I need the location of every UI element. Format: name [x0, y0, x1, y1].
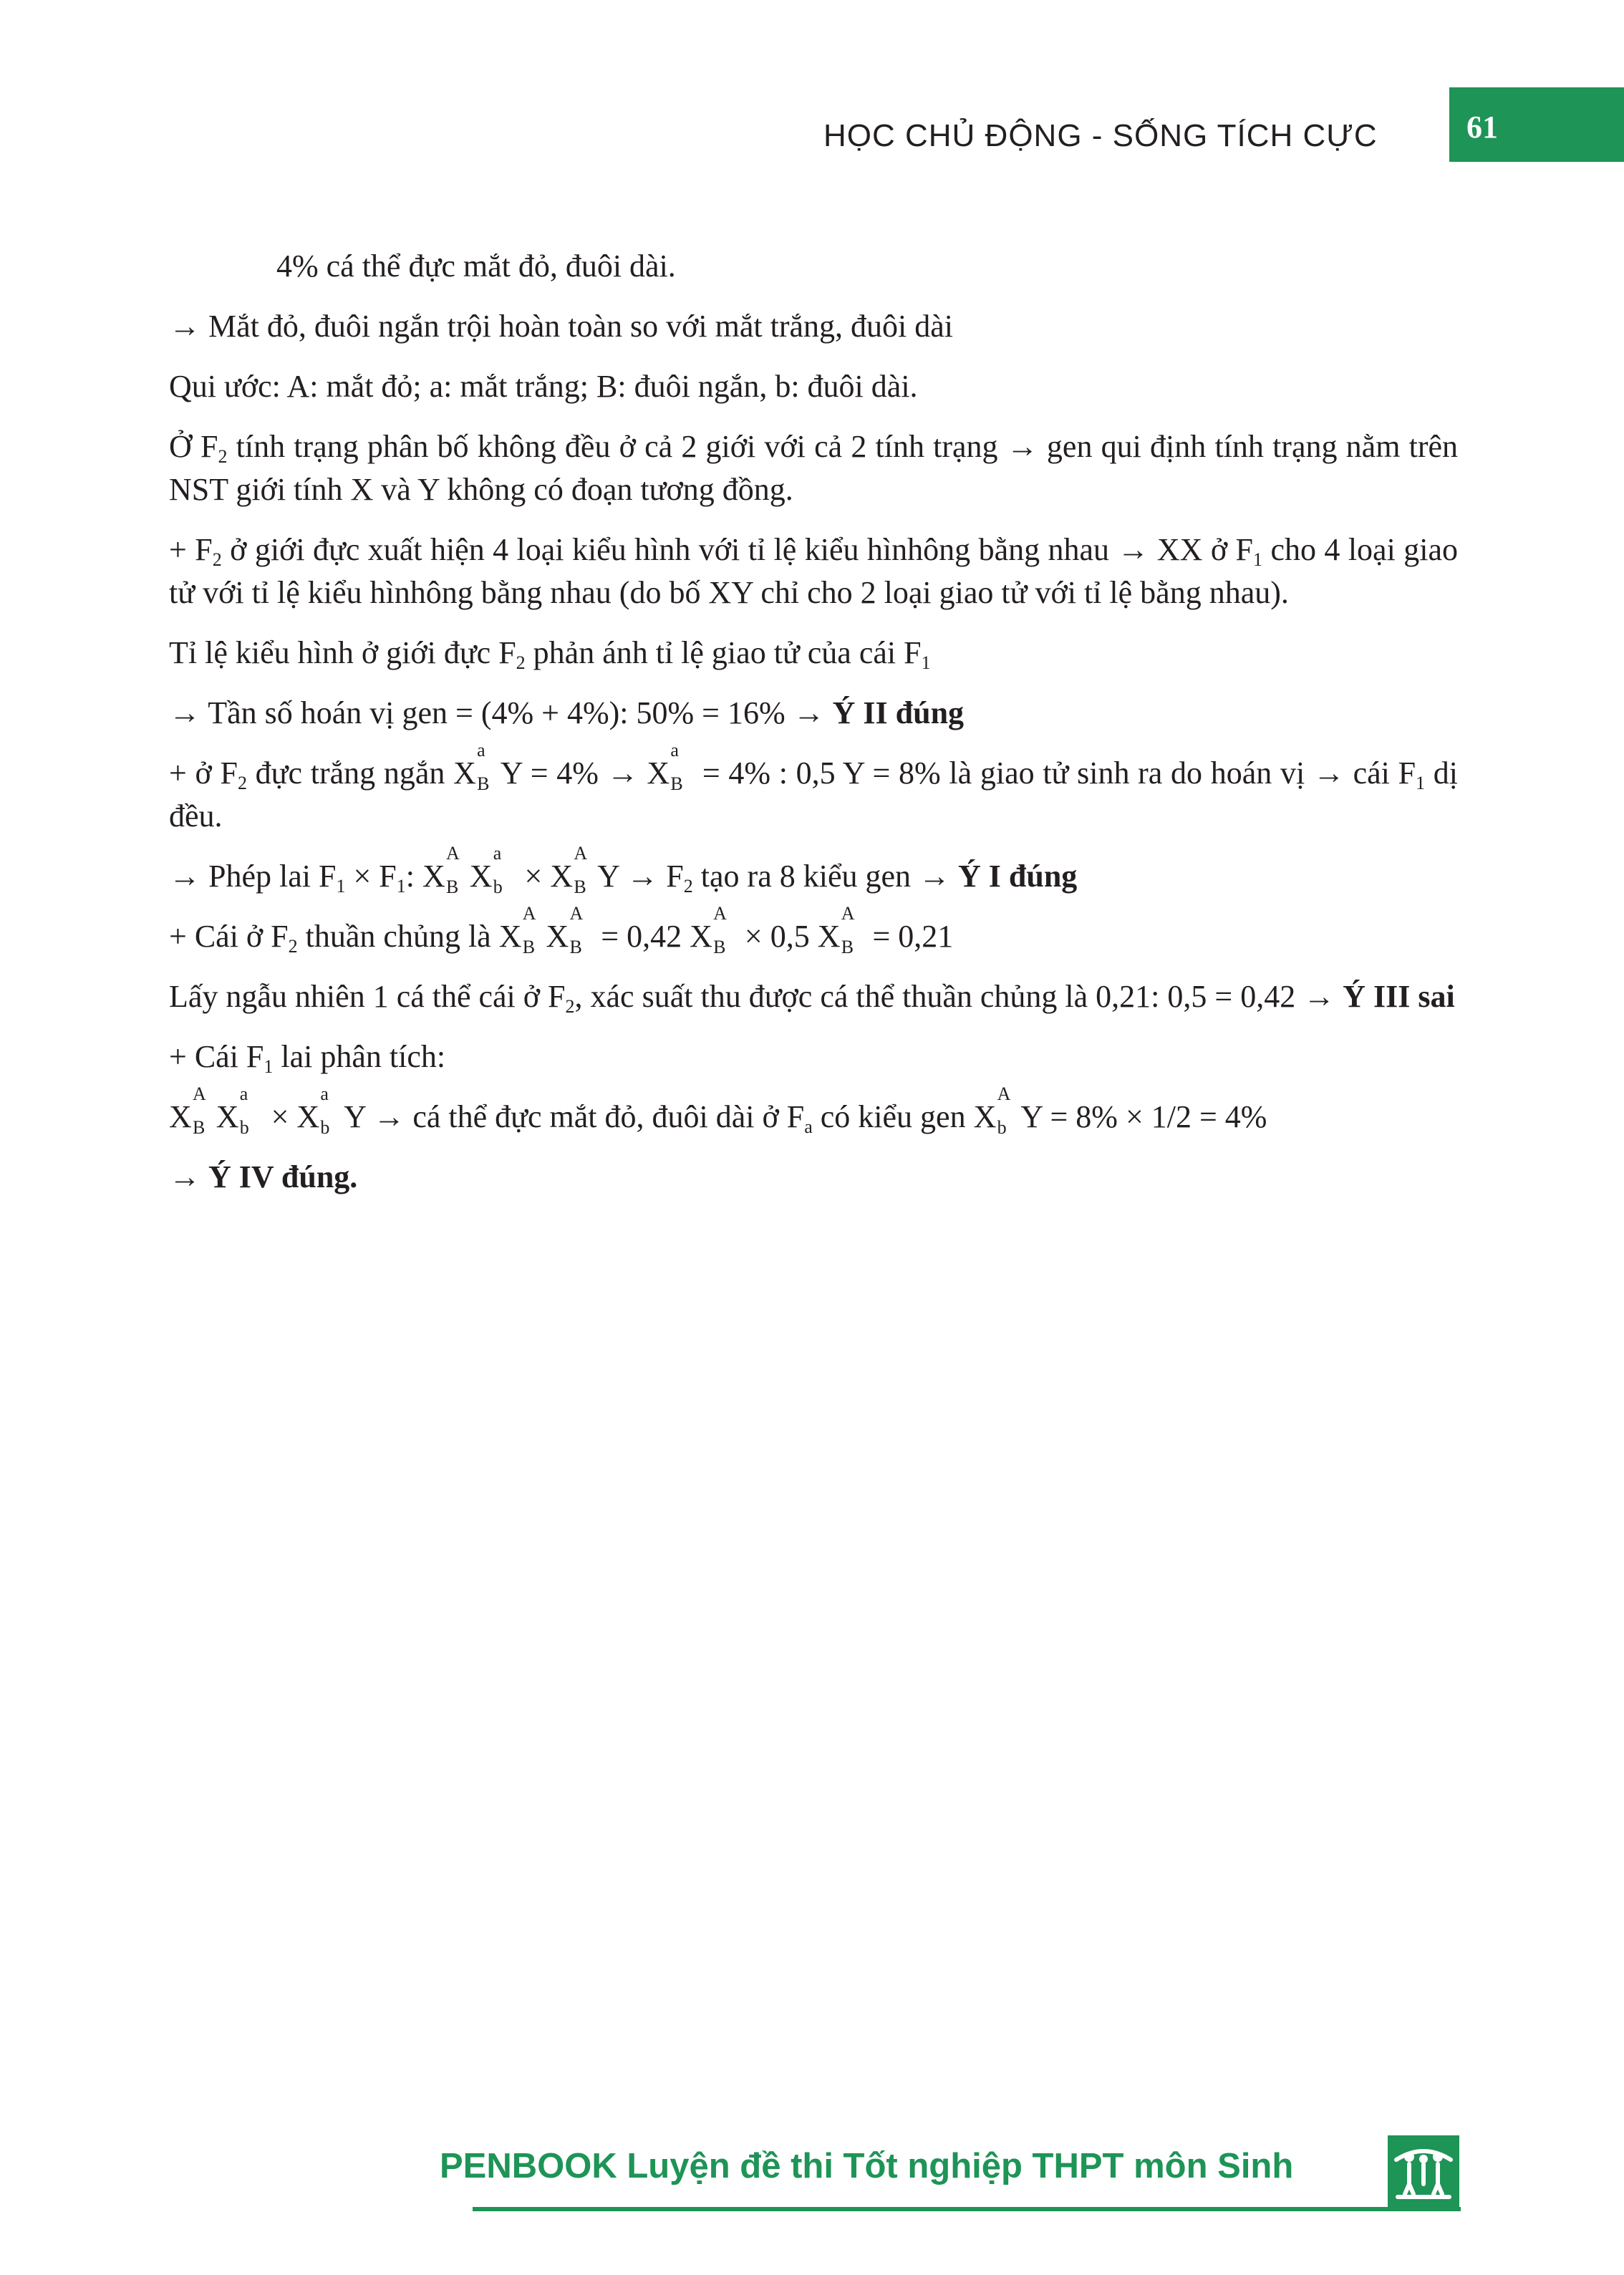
- gamete-x-B-A: X A B: [817, 903, 855, 957]
- header-title: HỌC CHỦ ĐỘNG - SỐNG TÍCH CỰC: [823, 118, 1378, 153]
- genotype-x-B-A: X A B: [546, 903, 584, 957]
- family-logo-icon: [1388, 2135, 1459, 2207]
- page-number: 61: [1466, 110, 1498, 145]
- conclusion-ii: Ý II đúng: [832, 695, 965, 730]
- genotype-x-b-a: X a b: [469, 843, 503, 897]
- genotype-x-B-A: X A B: [422, 843, 460, 897]
- genotype-x-B-A: X A B: [550, 843, 588, 897]
- gamete-x-b-a: X a B: [647, 740, 683, 794]
- genotype-x-b-a: X a b: [296, 1083, 330, 1138]
- paragraph-11: Lấy ngẫu nhiên 1 cá thể cái ở $F_2$, xác suất thu được cá thể thuần chủng là 0,21: 0,5 = 0,42 → Ý III sai: [169, 979, 1455, 1017]
- conclusion-iii: Ý III sai: [1343, 979, 1455, 1014]
- paragraph-13: X A B X a b × X a b Y → cá thể đực mắt đỏ, đuôi dài ở $F_a$ có kiểu gen X A b Y = 8% × 1/2 = 4%: [169, 1083, 1267, 1138]
- paragraph-3: Qui ước: A: mắt đỏ; a: mắt trắng; B: đuôi ngắn, b: đuôi dài.: [169, 369, 918, 404]
- paragraph-10: + Cái ở $F_2$ thuần chủng là X A B X A B = 0,42 X A B × 0,5 X A B = 0,21: [169, 903, 954, 957]
- page-number-tab: [1449, 87, 1624, 162]
- conclusion-iv: Ý IV đúng.: [208, 1159, 358, 1194]
- footer-rule: [473, 2207, 1461, 2211]
- paragraph-12: + Cái $F_1$ lai phân tích:: [169, 1039, 446, 1077]
- paragraph-7: → Tần số hoán vị gen = (4% + 4%): 50% = 16% → Ý II đúng: [169, 695, 965, 730]
- genotype-x-b-A: X A b: [973, 1083, 1011, 1138]
- genotype-x-B-A: X A B: [169, 1083, 206, 1138]
- genotype-x-b-a: X a b: [216, 1083, 249, 1138]
- paragraph-5: + $F_2$ ở giới đực xuất hiện 4 loại kiểu hình với tỉ lệ kiểu hìnhông bằng nhau → XX ở $F_1$ cho 4 loại giao tử với tỉ lệ kiểu hìnhông bằng nhau (do bố XY chỉ cho 2 loại giao tử với tỉ lệ bằng nhau).: [169, 532, 1458, 610]
- genotype-x-b-a: X a B: [453, 740, 490, 794]
- paragraph-1: 4% cá thể đực mắt đỏ, đuôi dài.: [276, 248, 676, 284]
- footer-title: PENBOOK Luyện đề thi Tốt nghiệp THPT môn Sinh: [440, 2147, 1294, 2185]
- paragraph-14: → Ý IV đúng.: [169, 1159, 358, 1194]
- paragraph-6: Tỉ lệ kiểu hình ở giới đực $F_2$ phản ánh tỉ lệ giao tử của cái $F_1$: [169, 635, 931, 673]
- genotype-x-B-A: X A B: [498, 903, 536, 957]
- paragraph-4: Ở $F_2$ tính trạng phân bố không đều ở cả 2 giới với cả 2 tính trạng → gen qui định tính trạng nằm trên NST giới tính X và Y không có đoạn tương đồng.: [169, 429, 1459, 507]
- paragraph-9: → Phép lai $F_1 \times F_1$: X A B X a b × X A B $Y \to F_2$ tạo ra 8 kiểu gen → Ý I đúng: [169, 843, 1078, 897]
- paragraph-2: → Mắt đỏ, đuôi ngắn trội hoàn toàn so với mắt trắng, đuôi dài: [169, 309, 953, 344]
- gamete-x-B-A: X A B: [690, 903, 727, 957]
- paragraph-8: + ở $F_2$ đực trắng ngắn X a B Y = 4% → X a B = 4% : 0,5 Y = 8% là giao tử sinh ra do hoán vị → cái $F_1$ dị đều.: [169, 740, 1459, 834]
- solution-text: [169, 245, 1458, 1216]
- conclusion-i: Ý I đúng: [958, 859, 1078, 894]
